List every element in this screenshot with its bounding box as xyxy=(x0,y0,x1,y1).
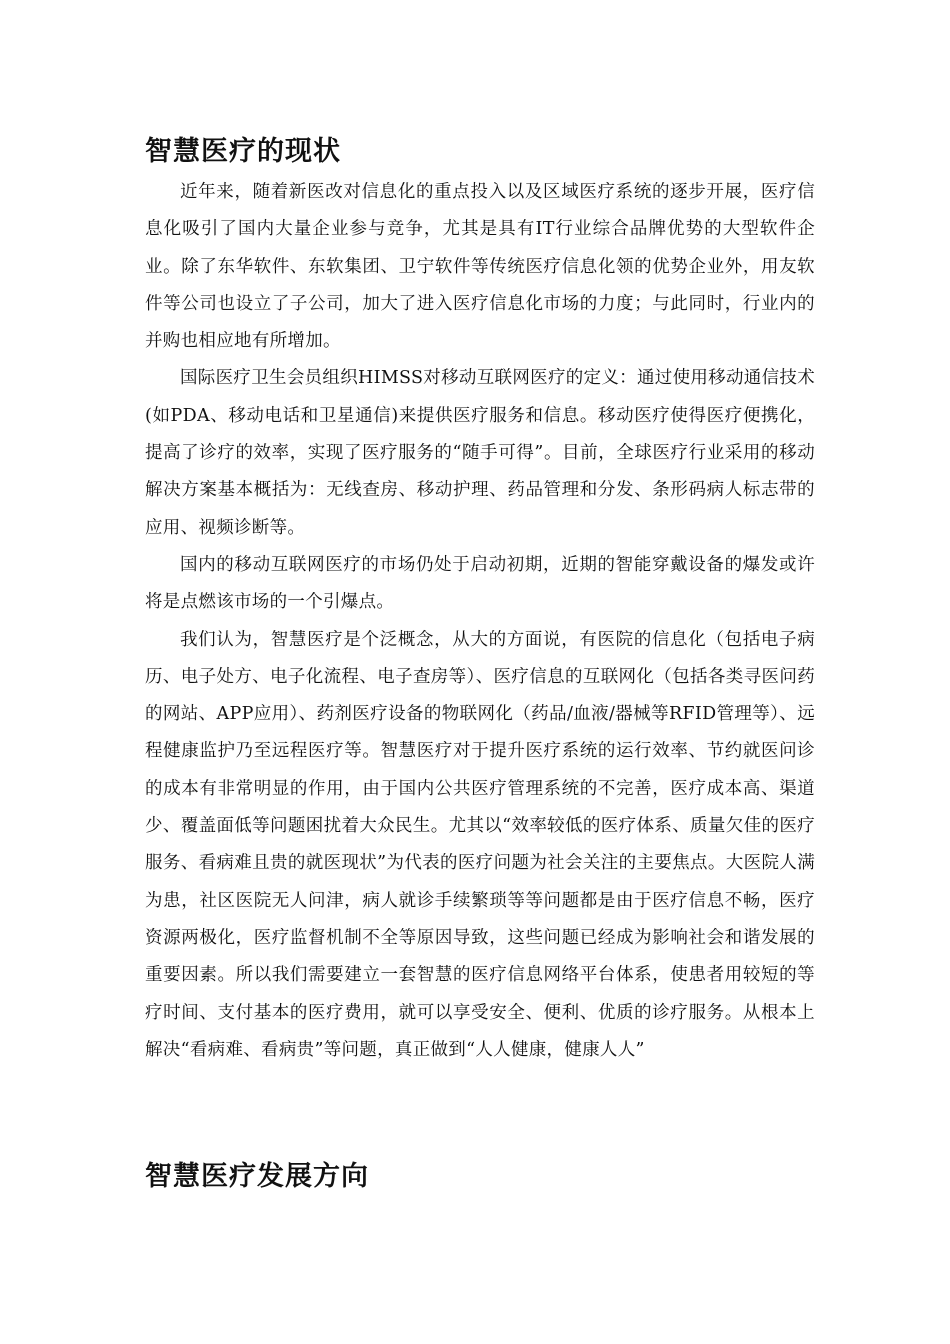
paragraph-smart-healthcare-view: 我们认为，智慧医疗是个泛概念，从大的方面说，有医院的信息化（包括电子病历、电子处方、电子化流程、电子查房等）、医疗信息的互联网化（包括各类寻医问药的网站、APP应用）、药剂医疗设备的物联网化（药品/血液/器械等RFID管理等）、远程健康监护乃至远程医疗等。智慧医疗对于提升医疗系统的运行效率、节约就医问诊的成本有非常明显的作用，由于国内公共医疗管理系统的不完善，医疗成本高、渠道少、覆盖面低等问题困扰着大众民生。尤其以“效率较低的医疗体系、质量欠佳的医疗服务、看病难且贵的就医现状”为代表的医疗问题为社会关注的主要焦点。大医院人满为患，社区医院无人问津，病人就诊手续繁琐等等问题都是由于医疗信息不畅，医疗资源两极化，医疗监督机制不全等原因导致，这些问题已经成为影响社会和谐发展的重要因素。所以我们需要建立一套智慧的医疗信息网络平台体系，使患者用较短的等疗时间、支付基本的医疗费用，就可以享受安全、便利、优质的诊疗服务。从根本上解决“看病难、看病贵”等问题，真正做到“人人健康，健康人人” xyxy=(145,629,815,1060)
paragraph-himss-definition: 国际医疗卫生会员组织HIMSS对移动互联网医疗的定义：通过使用移动通信技术(如PDA、移动电话和卫星通信)来提供医疗服务和信息。移动医疗使得医疗便携化，提高了诊疗的效率，实现了医疗服务的“随手可得”。目前，全球医疗行业采用的移动解决方案基本概括为：无线查房、移动护理、药品管理和分发、条形码病人标志带的应用、视频诊断等。 xyxy=(145,368,815,538)
section-heading-direction: 智慧医疗发展方向 xyxy=(145,1161,369,1192)
paragraph-informatization: 近年来，随着新医改对信息化的重点投入以及区域医疗系统的逐步开展，医疗信息化吸引了国内大量企业参与竞争，尤其是具有IT行业综合品牌优势的大型软件企业。除了东华软件、东软集团、卫宁软件等传统医疗信息化领的优势企业外，用友软件等公司也设立了子公司，加大了进入医疗信息化市场的力度；与此同时，行业内的并购也相应地有所增加。 xyxy=(145,182,815,352)
paragraph-domestic-market: 国内的移动互联网医疗的市场仍处于启动初期，近期的智能穿戴设备的爆发或许将是点燃该市场的一个引爆点。 xyxy=(145,554,815,613)
section-heading-status: 智慧医疗的现状 xyxy=(145,136,341,167)
document-body xyxy=(145,130,815,1069)
